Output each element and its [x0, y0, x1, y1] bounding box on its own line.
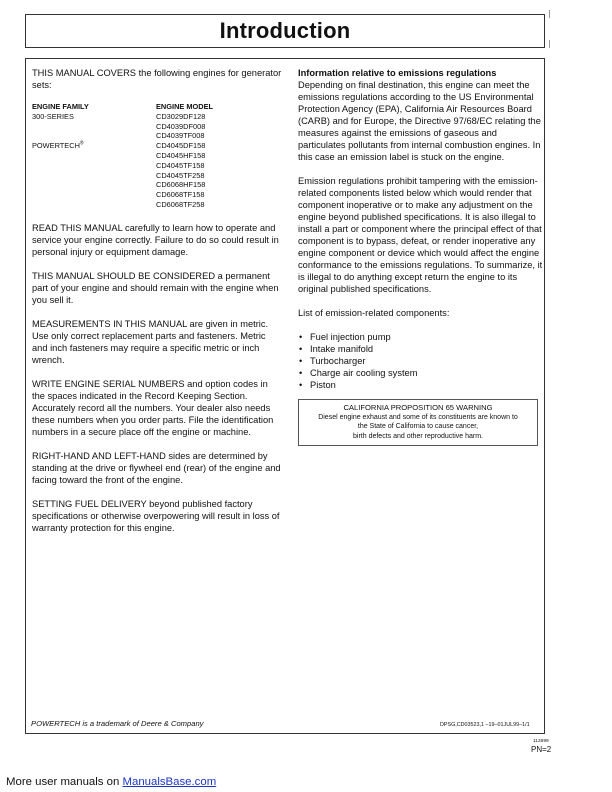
intro-text: THIS MANUAL COVERS the following engines for generator sets:: [32, 68, 282, 90]
list-item: [298, 355, 544, 367]
engine-table: [32, 102, 213, 210]
list-item-text: Charge air cooling system: [310, 368, 418, 378]
bullet-icon: •: [299, 356, 303, 366]
engine-model-cell: CD6068TF158: [156, 190, 205, 200]
engine-family-cell: 300-SERIES: [32, 111, 74, 121]
engine-model-cell: CD4045TF158: [156, 160, 205, 170]
list-item-text: Piston: [310, 380, 336, 390]
engine-family-cell: [32, 200, 156, 210]
list-item-text: Turbocharger: [310, 356, 366, 366]
id-code: 112699: [533, 739, 549, 744]
more-manuals-banner: [6, 776, 216, 788]
bullet-icon: •: [299, 380, 303, 390]
table-row: [32, 161, 213, 171]
corner-mark: [549, 40, 550, 48]
engine-family-cell: [32, 151, 156, 161]
table-row: [32, 200, 213, 210]
engine-model-cell: CD3029DF128: [156, 111, 206, 121]
list-item: [298, 331, 544, 343]
content-box: [25, 58, 545, 734]
paragraph-hand-sides: RIGHT-HAND AND LEFT-HAND sides are determined by standing at the drive or flywheel end (rear) of the engine and facing toward the front of the engine.: [32, 450, 281, 485]
table-row: [32, 190, 213, 200]
list-item-text: Intake manifold: [310, 344, 374, 354]
emissions-heading: Information relative to emissions regulations: [298, 68, 497, 78]
components-list: [298, 331, 544, 391]
emissions-paragraph: Depending on final destination, this engine can meet the emissions regulations according to the US Environmental Protection Agency (EPA), California Air Resources Board (CARB) and for Europe, the Directive 97/68/EC relating the measures against the emissions of gaseous and particulates pollutants from internal combustion engines. In this case an emission label is stuck on the engine.: [298, 80, 541, 162]
engine-family-label: POWERTECH: [32, 141, 80, 151]
column-header-model: ENGINE MODEL: [156, 102, 214, 111]
tampering-paragraph: Emission regulations prohibit tampering with the emission-related components listed below which would render that component inoperative or to make any adjustment on the engine beyond published specifications. It is also illegal to install a part or component where the principal effect of that component is to bypass, defeat, or render inoperative any engine component or device which would affect the engine conformance to the emissions regulations. To summarize, it is illegal to do anything except return the engine to its original published specifications.: [298, 176, 543, 294]
table-row: [32, 180, 213, 190]
trademark-note: POWERTECH is a trademark of Deere & Company: [31, 719, 204, 728]
table-row: [32, 171, 213, 181]
components-list-title: List of emission-related components:: [298, 308, 450, 318]
page-title: Introduction: [219, 18, 351, 43]
more-manuals-text: More user manuals on: [6, 776, 123, 788]
document-code: DPSG,CD03523,1 –19–01JUL99–1/1: [440, 722, 530, 728]
table-row: [32, 112, 213, 122]
column-header-family: ENGINE FAMILY: [32, 102, 89, 111]
page-number: PN=2: [531, 745, 552, 754]
engine-model-cell: CD6068HF158: [156, 180, 206, 190]
engine-model-cell: CD4039TF008: [156, 131, 205, 141]
engine-family-cell: [32, 180, 156, 190]
engine-model-cell: CD6068TF258: [156, 199, 205, 209]
engine-model-cell: CD4039DF008: [156, 121, 206, 131]
engine-family-cell: [32, 171, 156, 181]
table-row: [32, 141, 213, 151]
registered-mark: ®: [79, 140, 84, 147]
warning-line: birth defects and other reproductive harm.: [353, 432, 483, 440]
list-item: [298, 379, 544, 391]
bullet-icon: •: [299, 368, 303, 378]
left-column: [32, 67, 282, 546]
engine-model-cell: CD4045TF258: [156, 170, 205, 180]
title-box: [25, 14, 545, 48]
warning-line: the State of California to cause cancer,: [357, 423, 479, 431]
bullet-icon: •: [299, 344, 303, 354]
table-row: [32, 122, 213, 132]
table-row: [32, 151, 213, 161]
engine-model-cell: CD4045HF158: [156, 150, 206, 160]
right-column: [298, 67, 544, 446]
corner-mark: [549, 10, 550, 18]
table-header-row: [32, 102, 213, 112]
bullet-icon: •: [299, 332, 303, 342]
paragraph-permanent-part: THIS MANUAL SHOULD BE CONSIDERED a permanent part of your engine and should remain with the engine when you sell it.: [32, 270, 279, 305]
paragraph-measurements: MEASUREMENTS IN THIS MANUAL are given in metric. Use only correct replacement parts and fasteners. Metric and inch fasteners may require a specific metric or inch wrench.: [32, 318, 269, 365]
paragraph-read-manual: READ THIS MANUAL carefully to learn how to operate and service your engine correctly. Failure to do so could result in personal injury or equipment damage.: [32, 222, 279, 257]
paragraph-fuel-delivery: SETTING FUEL DELIVERY beyond published factory specifications or otherwise overpowering will result in loss of warranty protection for this engine.: [32, 498, 280, 533]
engine-model-cell: CD4045DF158: [156, 141, 206, 151]
list-item-text: Fuel injection pump: [310, 332, 391, 342]
engine-family-cell: [32, 122, 156, 132]
manualsbase-link[interactable]: ManualsBase.com: [122, 776, 217, 788]
warning-title: CALIFORNIA PROPOSITION 65 WARNING: [343, 403, 493, 412]
engine-family-cell: [32, 131, 156, 141]
engine-family-cell: [32, 141, 156, 151]
engine-family-cell: [32, 161, 156, 171]
engine-family-cell: [32, 190, 156, 200]
prop65-warning-box: [298, 399, 538, 446]
table-row: [32, 131, 213, 141]
list-item: [298, 367, 544, 379]
paragraph-serial-numbers: WRITE ENGINE SERIAL NUMBERS and option codes in the spaces indicated in the Record Keeping Section. Accurately record all the numbers. Your dealer also needs these numbers when you order parts. File the identification numbers in a secure place off the engine or machine.: [32, 378, 274, 437]
warning-line: Diesel engine exhaust and some of its constituents are known to: [318, 413, 518, 421]
list-item: [298, 343, 544, 355]
